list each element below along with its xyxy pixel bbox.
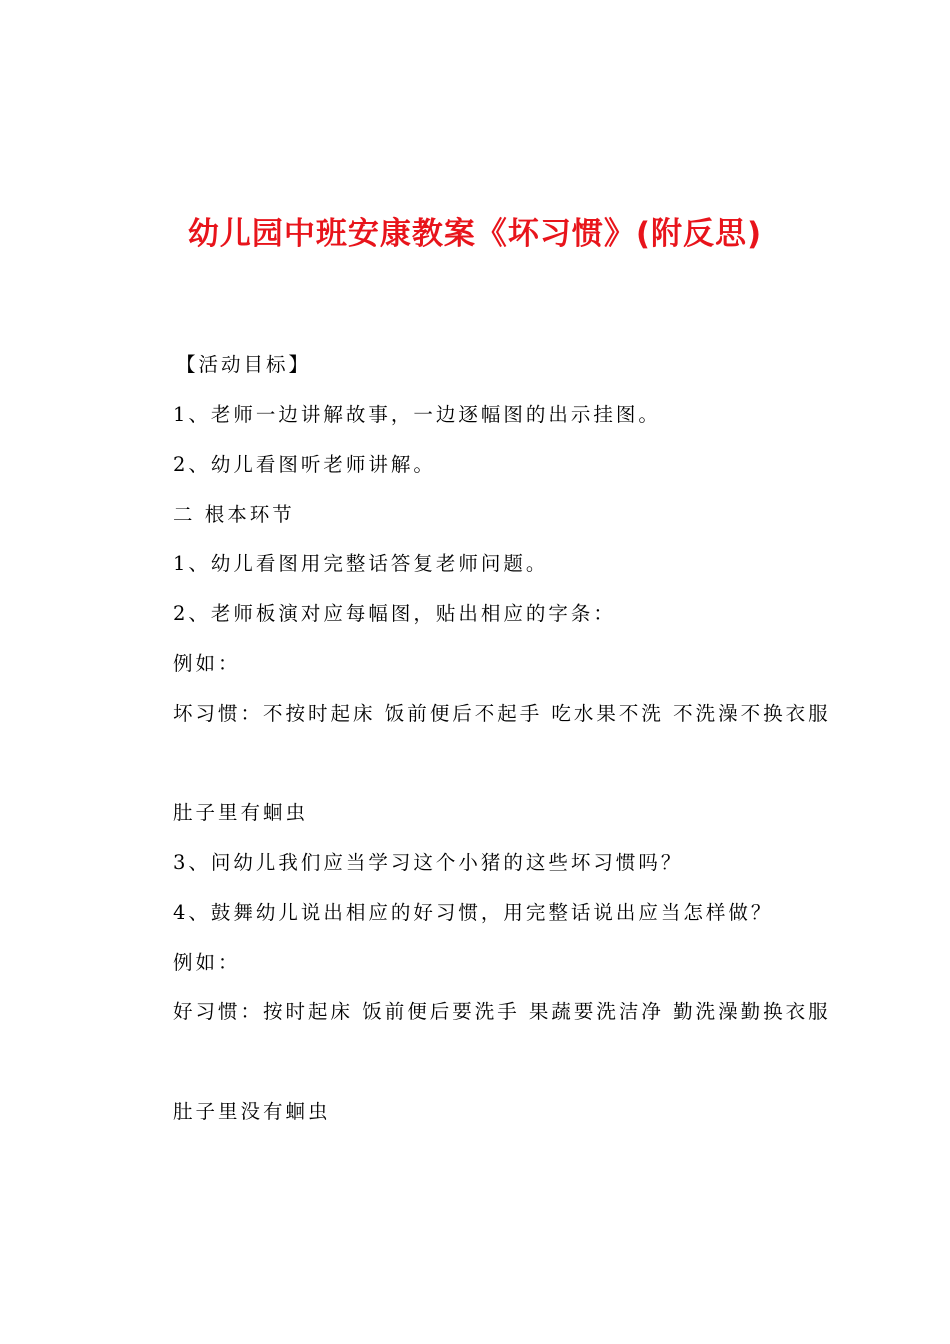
paragraph-line-good-habits: 好习惯：按时起床 饭前便后要洗手 果蔬要洗洁净 勤洗澡勤换衣服 (173, 1000, 831, 1023)
paragraph-line: 例如： (173, 951, 241, 974)
section-heading-basic: 二 根本环节 (173, 503, 295, 526)
paragraph-line: 例如： (173, 652, 241, 675)
paragraph-line: 2、老师板演对应每幅图，贴出相应的字条： (173, 602, 616, 625)
paragraph-line: 肚子里有蛔虫 (173, 801, 309, 824)
paragraph-line: 1、幼儿看图用完整话答复老师问题。 (173, 552, 549, 575)
document-title: 幼儿园中班安康教案《坏习惯》(附反思) (187, 216, 763, 252)
section-heading-goals: 【活动目标】 (176, 353, 312, 376)
paragraph-line: 1、老师一边讲解故事，一边逐幅图的出示挂图。 (173, 403, 661, 426)
paragraph-line: 3、问幼儿我们应当学习这个小猪的这些坏习惯吗？ (173, 851, 684, 874)
paragraph-line: 肚子里没有蛔虫 (173, 1100, 331, 1123)
paragraph-line: 4、鼓舞幼儿说出相应的好习惯，用完整话说出应当怎样做？ (173, 901, 774, 924)
paragraph-line: 2、幼儿看图听老师讲解。 (173, 453, 436, 476)
paragraph-line-bad-habits: 坏习惯：不按时起床 饭前便后不起手 吃水果不洗 不洗澡不换衣服 (173, 702, 831, 725)
